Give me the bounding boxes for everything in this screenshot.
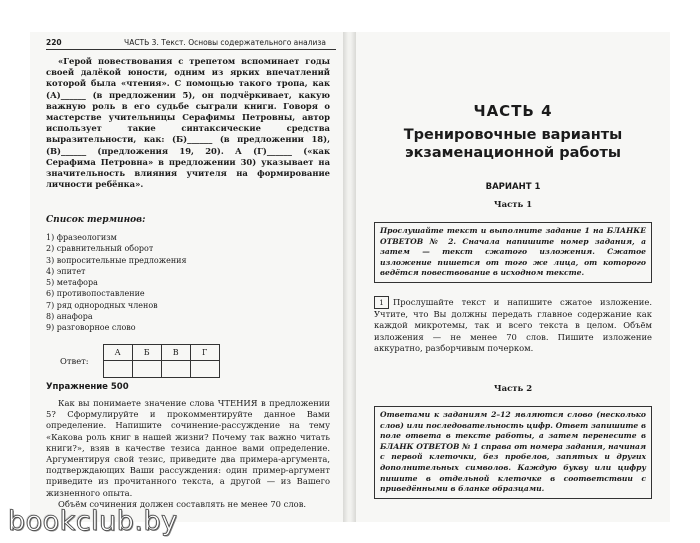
- part-title: Тренировочные варианты экзаменационной работы: [403, 127, 623, 161]
- task-1: [374, 296, 652, 354]
- term-item: 5) метафора: [46, 278, 98, 288]
- answer-cell[interactable]: [190, 361, 219, 378]
- answer-cell[interactable]: [161, 361, 190, 378]
- answer-column-header: В: [161, 345, 190, 361]
- part-label: ЧАСТЬ 4: [473, 102, 553, 120]
- exercise-text: [46, 398, 330, 510]
- variant-label: ВАРИАНТ 1: [485, 182, 541, 192]
- answer-table: [103, 344, 220, 378]
- term-item: 6) противопоставление: [46, 289, 145, 299]
- answer-label: Ответ:: [60, 356, 89, 366]
- page-number: 220: [46, 38, 62, 47]
- exercise-paragraph: Объём сочинения должен составлять не менее 70 слов.: [58, 498, 307, 509]
- left-page: [30, 32, 344, 522]
- answer-cell[interactable]: [132, 361, 161, 378]
- right-page: [356, 32, 670, 522]
- term-item: 4) эпитет: [46, 266, 86, 276]
- instruction-box-2: Ответами к заданиям 2–12 являются слово (несколько слов) или последовательность цифр. Ответ запишите в поле ответа в тексте работы, а затем перенесите в БЛАНК ОТВЕТОВ № 1 справа от номера задания, начиная с первой клеточки, без пробелов, запятых и других дополнительных символов. Каждую букву или цифру пишите в отдельной клеточке в соответствии с приведёнными в бланке образцами.: [374, 406, 652, 499]
- part1-label: Часть 1: [493, 200, 533, 210]
- term-item: 2) сравнительный оборот: [46, 244, 154, 254]
- task-text: Прослушайте текст и напишите сжатое изложение. Учтите, что Вы должны передать главное содержание как каждой микротемы, так и всего текста в целом. Объём изложения — не менее 70 слов. Пишите изложение аккуратно, разборчивым почерком.: [374, 297, 652, 353]
- exercise-title: Упражнение 500: [46, 382, 129, 392]
- part2-label: Часть 2: [493, 384, 533, 394]
- answer-column-header: Б: [132, 345, 161, 361]
- left-page-header: [46, 38, 336, 50]
- term-item: 9) разговорное слово: [46, 323, 136, 333]
- instruction-box-1: Прослушайте текст и выполните задание 1 на БЛАНКЕ ОТВЕТОВ № 2. Сначала напишите номер задания, а затем — текст сжатого изложения. Сжатое изложение пишется от того же лица, от которого ведётся повествование в исходном тексте.: [374, 222, 652, 283]
- intro-paragraph: «Герой повествования с трепетом вспоминает годы своей далёкой юности, одним из ярких впечатлений которой была «чтения». С помощью такого тропа, как (А)______ (в предложении 5), он подчёркивает, какую важную роль в его судьбе сыграли книги. Говоря о мастерстве учительницы Серафимы Петровны, автор использует такие синтаксические средства выразительности, как: (Б)______ (в предложении 18), (В)______ (предложения 19, 20). А (Г)______ («как Серафима Петровна» в предложении 30) указывает на значительность влияния учителя на формирование личности ребёнка».: [46, 56, 330, 190]
- answer-column-header: А: [103, 345, 132, 361]
- book-spine: [343, 32, 356, 522]
- term-item: 7) ряд однородных членов: [46, 300, 158, 310]
- answer-row: [60, 344, 220, 378]
- watermark: bookclub.by: [8, 506, 178, 537]
- term-item: 1) фразеологизм: [46, 233, 117, 242]
- exercise-paragraph: Как вы понимаете значение слова ЧТЕНИЯ в предложении 5? Сформулируйте и прокомментируйте данное Вами определение. Напишите сочинение-рассуждение на тему «Какова роль книг в нашей жизни? Почему так важно читать книги?», взяв в качестве тезиса данное вами определение. Аргументируя свой тезис, приведите два примера-аргумента, подтверждающих Ваши рассуждения: один пример-аргумент приведите из прочитанного текста, а другой — из Вашего жизненного опыта.: [46, 398, 330, 498]
- answer-cell[interactable]: [103, 361, 132, 378]
- term-item: 8) анафора: [46, 312, 93, 322]
- running-header: ЧАСТЬ 3. Текст. Основы содержательного анализа: [124, 38, 327, 47]
- task-number: 1: [374, 296, 389, 309]
- answer-column-header: Г: [190, 345, 219, 361]
- terms-title: Список терминов:: [46, 215, 146, 225]
- term-item: 3) вопросительные предложения: [46, 255, 187, 265]
- terms-list: [46, 232, 330, 334]
